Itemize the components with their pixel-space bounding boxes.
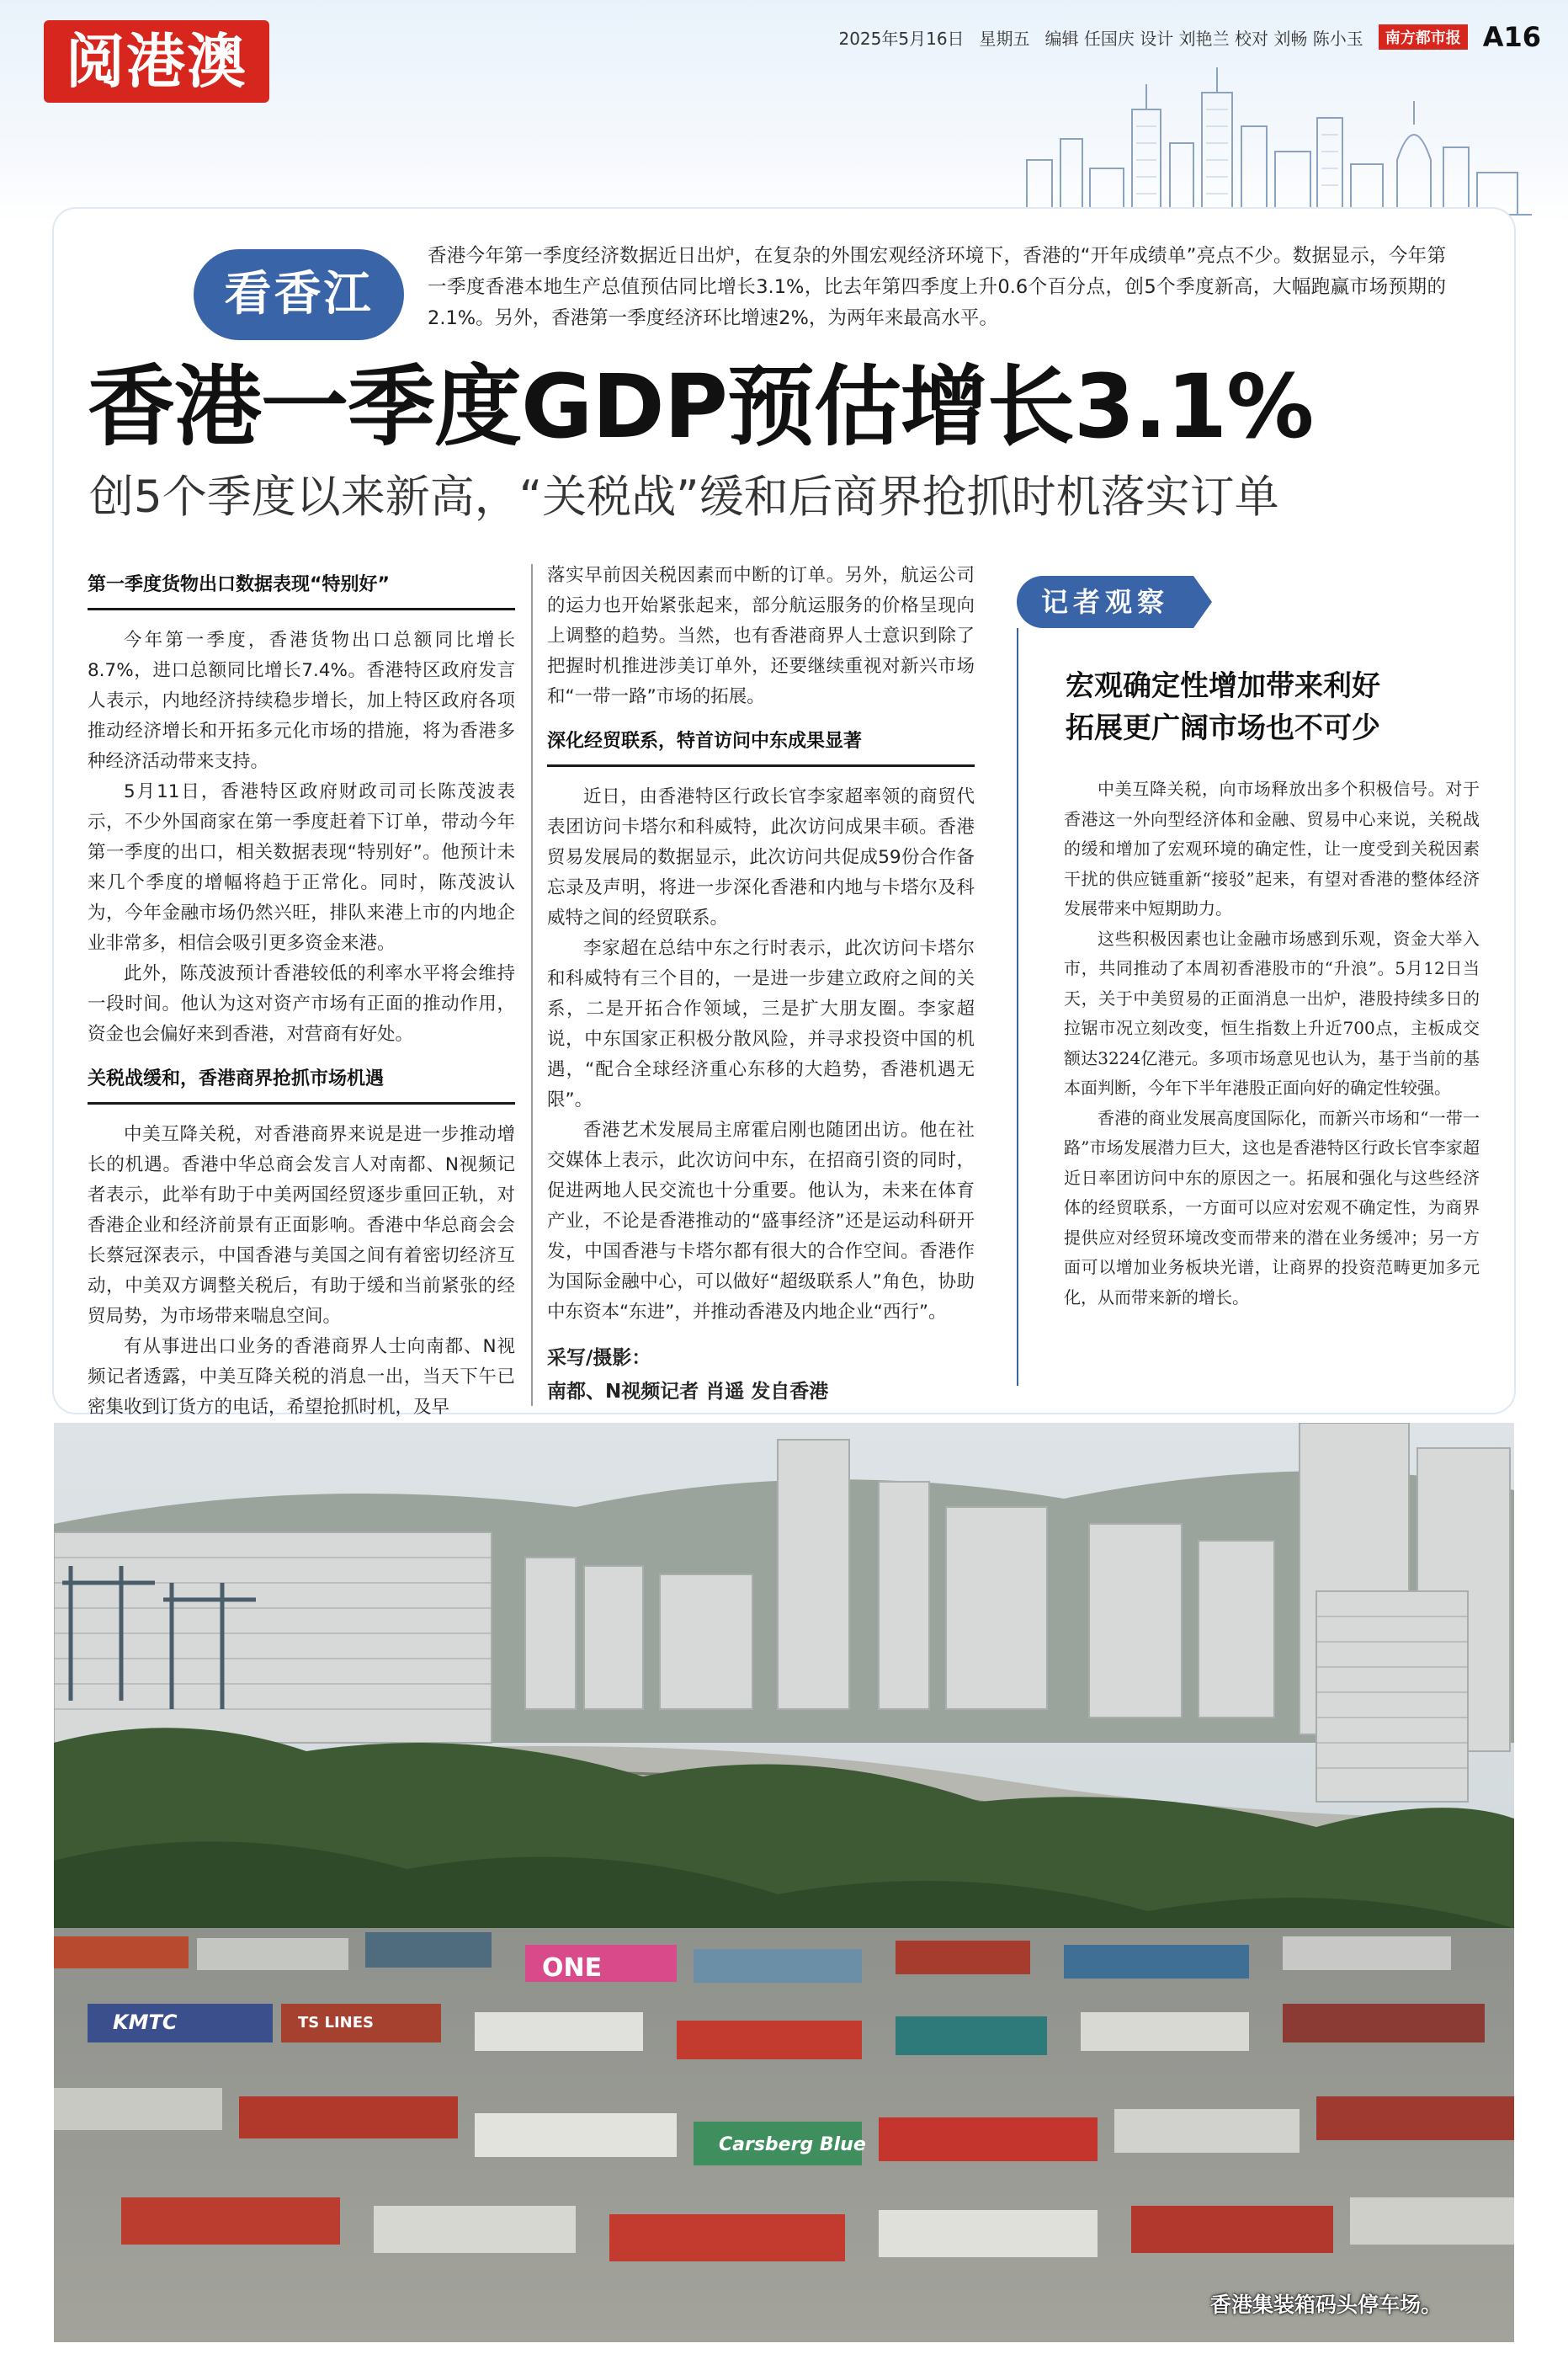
main-headline: 香港一季度GDP预估增长3.1% bbox=[88, 355, 1314, 458]
paragraph: 香港艺术发展局主席霍启刚也随团出访。他在社交媒体上表示，此次访问中东，在招商引资的同时，促进两地人民交流也十分重要。他认为，未来在体育产业，不论是香港推动的“盛事经济”还是运动科研开发，中国香港与卡塔尔都有很大的合作空间。香港作为国际金融中心，可以做好“超级联系人”角色，协助中东资本“东进”，并推动香港及内地企业“西行”。 bbox=[547, 1120, 975, 1323]
observer-divider bbox=[1017, 628, 1018, 1386]
article-column-1 bbox=[88, 564, 515, 1423]
observer-title bbox=[1066, 665, 1461, 749]
byline bbox=[547, 1341, 975, 1409]
section-heading-middle-east: 深化经贸联系，特首访问中东成果显著 bbox=[547, 727, 975, 767]
paragraph: 落实早前因关税因素而中断的订单。另外，航运公司的运力也开始紧张起来，部分航运服务的价格呈现向上调整的趋势。当然，也有香港商界人士意识到除了把握时机推进涉美订单外，还要继续重视对新兴市场和“一带一路”市场的拓展。 bbox=[547, 565, 975, 707]
byline-label: 采写/摄影： bbox=[547, 1347, 651, 1369]
paragraph: 有从事进出口业务的香港商界人士向南都、N视频记者透露，中美互降关税的消息一出，当天下午已密集收到订货方的电话，希望抢抓时机，及早 bbox=[88, 1336, 515, 1418]
column-badge: 看香江 bbox=[194, 249, 404, 340]
lead-intro: 香港今年第一季度经济数据近日出炉，在复杂的外围宏观经济环境下，香港的“开年成绩单”亮点不少。数据显示，今年第一季度香港本地生产总值预估同比增长3.1%，比去年第四季度上升0.6个百分点，创5个季度新高，大幅跑赢市场预期的2.1%。另外，香港第一季度经济环比增速2%，为两年来最高水平。 bbox=[428, 245, 1446, 329]
paragraph: 此外，陈茂波预计香港较低的利率水平将会维持一段时间。他认为这对资产市场有正面的推动作用，资金也会偏好来到香港，对营商有好处。 bbox=[88, 963, 515, 1045]
paragraph: 今年第一季度，香港货物出口总额同比增长8.7%，进口总额同比增长7.4%。香港特区政府发言人表示，内地经济持续稳步增长，加上特区政府各项推动经济增长和开拓多元化市场的措施，将为香港多种经济活动带来支持。 bbox=[88, 630, 515, 772]
page-number: A16 bbox=[1482, 21, 1541, 53]
paragraph: 5月11日，香港特区政府财政司司长陈茂波表示，不少外国商家在第一季度赶着下订单，带动今年第一季度的出口，相关数据表现“特别好”。他预计未来几个季度的增幅将趋于正常化。同时，陈茂波认为，今年金融市场仍然兴旺，排队来港上市的内地企业非常多，相信会吸引更多资金来港。 bbox=[88, 781, 515, 954]
paragraph: 香港的商业发展高度国际化，而新兴市场和“一带一路”市场发展潜力巨大，这也是香港特区行政长官李家超近日率团访问中东的原因之一。拓展和强化与这些经济体的经贸联系，一方面可以应对宏观不确定性，为商界提供应对经贸环境改变而带来的潜在业务缓冲；另一方面可以增加业务板块光谱，让商界的投资范畴更加多元化，从而带来新的增长。 bbox=[1064, 1107, 1480, 1307]
byline-names: 南都、N视频记者 肖遥 发自香港 bbox=[547, 1381, 829, 1403]
publication-name: 南方都市报 bbox=[1379, 24, 1468, 50]
container-label-kmtc: KMTC bbox=[113, 2010, 178, 2034]
article-column-2 bbox=[547, 561, 975, 1409]
container-label-one: ONE bbox=[542, 1953, 603, 1983]
observer-title-line: 拓展更广阔市场也不可少 bbox=[1066, 711, 1380, 745]
paragraph: 这些积极因素也让金融市场感到乐观，资金大举入市，共同推动了本周初香港股市的“升浪”。5月12日当天，关于中美贸易的正面消息一出炉，港股持续多日的拉锯市况立刻改变，恒生指数上升近700点，主板成交额达3224亿港元。多项市场意见也认为，基于当前的基本面判断，今年下半年港股正面向好的确定性较强。 bbox=[1064, 928, 1480, 1098]
observer-body bbox=[1064, 775, 1480, 1313]
photo-illustration bbox=[54, 1423, 1514, 2342]
column-divider bbox=[531, 564, 533, 1406]
paragraph: 中美互降关税，向市场释放出多个积极信号。对于香港这一外向型经济体和金融、贸易中心来说，关税战的缓和增加了宏观环境的确定性，让一度受到关税因素干扰的供应链重新“接驳”起来，有望对香港的整体经济发展带来中短期助力。 bbox=[1064, 779, 1480, 919]
sub-headline: 创5个季度以来新高，“关税战”缓和后商界抢抓时机落实订单 bbox=[89, 471, 1279, 523]
paragraph: 李家超在总结中东之行时表示，此次访问卡塔尔和科威特有三个目的，一是进一步建立政府之间的关系，二是开拓合作领域，三是扩大朋友圈。李家超说，中东国家正积极分散风险，并寻求投资中国的机遇，“配合全球经济重心东移的大趋势，香港机遇无限”。 bbox=[547, 938, 975, 1110]
section-heading-tariff: 关税战缓和，香港商界抢抓市场机遇 bbox=[88, 1065, 515, 1105]
observer-tag: 记者观察 bbox=[1017, 576, 1193, 628]
skyline-illustration bbox=[1010, 59, 1532, 219]
container-terminal-photo bbox=[54, 1423, 1514, 2342]
container-label-ts-lines: TS LINES bbox=[298, 2014, 374, 2032]
paragraph: 中美互降关税，对香港商界来说是进一步推动增长的机遇。香港中华总商会发言人对南都、N视频记者表示，此举有助于中美两国经贸逐步重回正轨，对香港企业和经济前景有正面影响。香港中华总商会会长蔡冠深表示，中国香港与美国之间有着密切经济互动，中美双方调整关税后，有助于缓和当前紧张的经贸局势，为市场带来喘息空间。 bbox=[88, 1124, 515, 1327]
page-header-bar bbox=[838, 20, 1541, 54]
observer-title-line: 宏观确定性增加带来利好 bbox=[1066, 669, 1380, 703]
section-logo: 阅港澳 bbox=[44, 20, 269, 103]
photo-caption: 香港集装箱码头停车场。 bbox=[1209, 2293, 1442, 2317]
paragraph: 近日，由香港特区行政长官李家超率领的商贸代表团访问卡塔尔和科威特，此次访问成果丰硕。香港贸易发展局的数据显示，此次访问共促成59份合作备忘录及声明，将进一步深化香港和内地与卡塔尔及科威特之间的经贸联系。 bbox=[547, 786, 975, 929]
container-label-carsberg: Carsberg Blue bbox=[719, 2134, 866, 2155]
issue-date: 2025年5月16日 bbox=[838, 28, 965, 49]
section-heading-exports: 第一季度货物出口数据表现“特别好” bbox=[88, 571, 515, 610]
issue-weekday: 星期五 bbox=[979, 28, 1030, 49]
staff-credits: 编辑 任国庆 设计 刘艳兰 校对 刘畅 陈小玉 bbox=[1044, 28, 1363, 49]
